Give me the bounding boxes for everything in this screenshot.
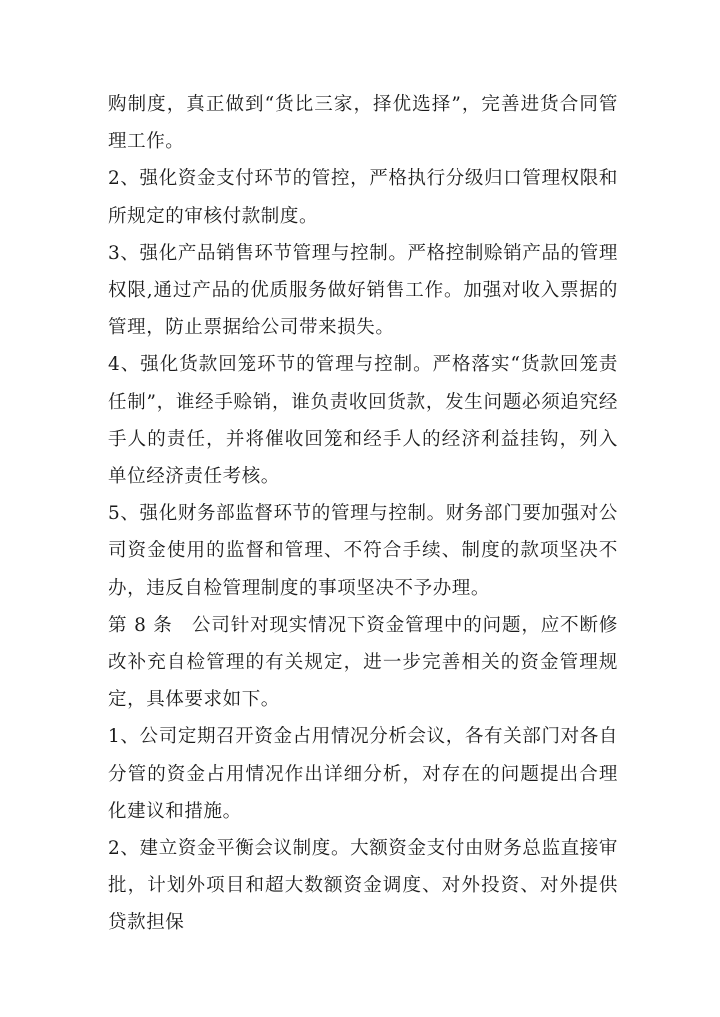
paragraph-collection-control: 4、强化货款回笼环节的管理与控制。严格落实“货款回笼责任制”，谁经手赊销，谁负责收回货款，发生问题必须追究经手人的责任，并将催收回笼和经手人的经济利益挂钩，列入单位经济责任考核。 [108,354,618,488]
document-body [108,86,618,942]
paragraph-balance-meeting: 2、建立资金平衡会议制度。大额资金支付由财务总监直接审批，计划外项目和超大数额资金调度、对外投资、对外提供贷款担保 [108,838,618,934]
paragraph-payment-control: 2、强化资金支付环节的管控，严格执行分级归口管理权限和所规定的审核付款制度。 [108,168,618,227]
paragraph-finance-supervision: 5、强化财务部监督环节的管理与控制。财务部门要加强对公司资金使用的监督和管理、不符合手续、制度的款项坚决不办，违反自检管理制度的事项坚决不予办理。 [108,503,618,599]
paragraph-procurement: 购制度，真正做到“货比三家，择优选择”，完善进货合同管理工作。 [108,94,618,153]
paragraph-fund-meeting: 1、公司定期召开资金占用情况分析会议，各有关部门对各自分管的资金占用情况作出详细分析，对存在的问题提出合理化建议和措施。 [108,726,618,822]
paragraph-article-8: 第 8 条 公司针对现实情况下资金管理中的问题，应不断修改补充自检管理的有关规定，进一步完善相关的资金管理规定，具体要求如下。 [108,614,618,711]
paragraph-sales-control: 3、强化产品销售环节管理与控制。严格控制赊销产品的管理权限,通过产品的优质服务做好销售工作。加强对收入票据的管理，防止票据给公司带来损失。 [108,242,618,339]
